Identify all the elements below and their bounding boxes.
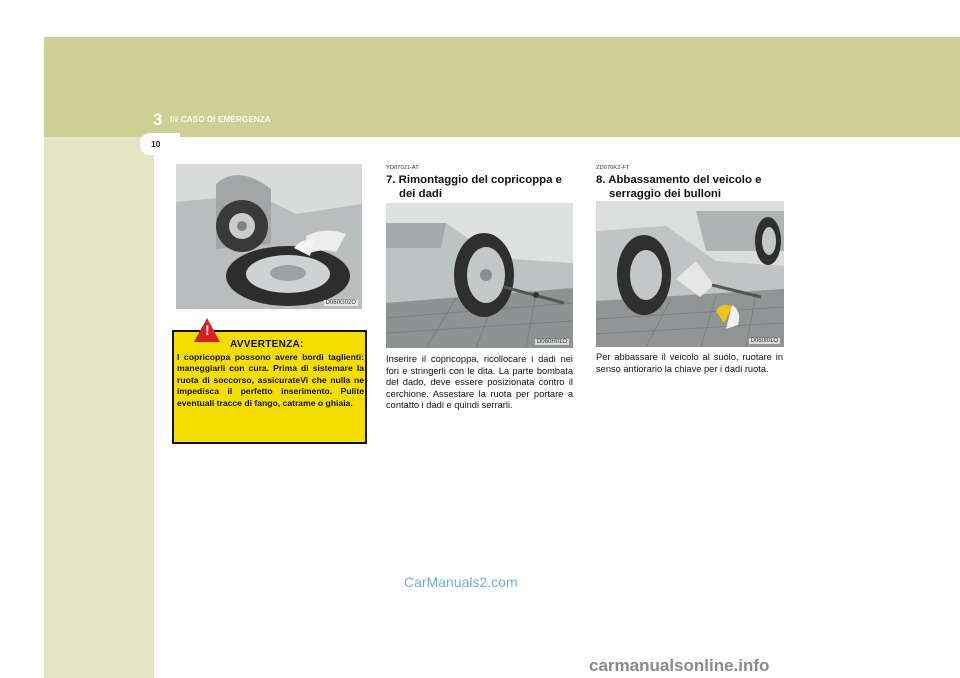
heading-line-1: 8. Abbassamento del veicolo e <box>596 174 762 186</box>
wheel-nut-illustration <box>386 203 573 348</box>
exclamation-icon: ! <box>205 322 210 338</box>
wheel-nut-drawing <box>386 203 573 348</box>
page-margin-strip <box>44 137 154 678</box>
chapter-number: 3 <box>153 110 163 129</box>
warning-box <box>172 322 367 444</box>
heading-line-1: 7. Rimontaggio del copricoppa e <box>386 174 562 186</box>
section-heading <box>596 173 786 201</box>
section-body: Inserire il copricoppa, ricollocare i dadi nei fori e stringerli con le dita. La parte bombata del dado, deve essere posizionata contro il cerchione. Assestare la ruota per portare a contatto i dadi e quindi serrarli. <box>386 354 573 411</box>
page-number: 10 <box>151 139 161 149</box>
heading-line-2: dei dadi <box>399 188 443 200</box>
section-body: Per abbassare il veicolo al suolo, ruotare in senso antiorario la chiave per i dadi ruota. <box>596 352 783 374</box>
section-code: YD070J1-AT <box>386 165 419 171</box>
figure-code: D060G02O <box>325 300 356 306</box>
lowering-vehicle-illustration <box>596 201 784 347</box>
chapter-title: IN CASO DI EMERGENZA <box>170 115 271 124</box>
spare-wheel-illustration <box>176 164 362 309</box>
spare-wheel-drawing <box>176 164 362 309</box>
warning-text: I copricoppa possono avere bordi taglienti: maneggiarli con cura. Prima di sistemare la ruota di soccorso, assicurateVi che nulla ne impedisca il perfetto inserimento. Pulite eventuali tracce di fango, catrame o ghiaia. <box>177 352 364 408</box>
figure-code: D060I01O <box>750 338 778 344</box>
figure-code: D060H01O <box>536 339 567 345</box>
section-code: ZD070K2-FT <box>596 165 630 171</box>
lowering-vehicle-drawing <box>596 201 784 347</box>
watermark-link[interactable]: CarManuals2.com <box>404 574 518 590</box>
heading-line-2: serraggio dei bulloni <box>609 188 722 200</box>
watermark-text: carmanualsonline.info <box>589 656 770 675</box>
section-heading <box>386 173 576 201</box>
warning-title: AVVERTENZA: <box>230 339 304 350</box>
